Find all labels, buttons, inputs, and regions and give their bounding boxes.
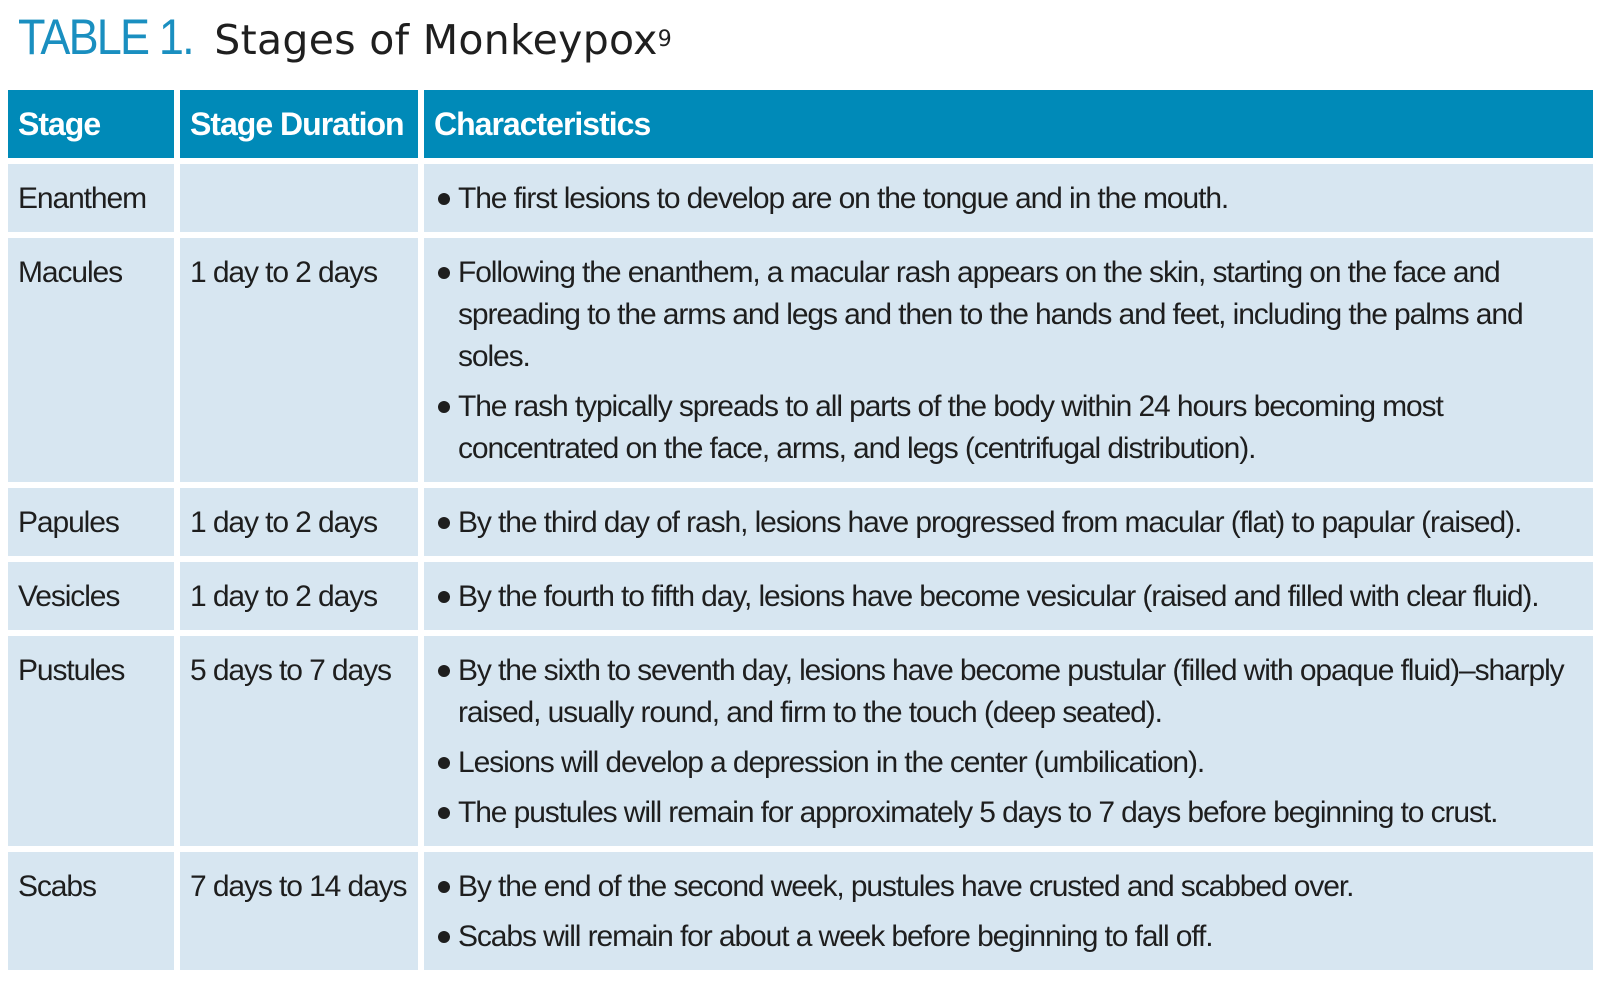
list-item <box>436 742 1587 784</box>
duration-cell: 7 days to 14 days <box>180 852 418 970</box>
characteristics-list <box>436 252 1587 470</box>
characteristics-list <box>436 502 1587 544</box>
list-item <box>436 252 1587 378</box>
characteristic-text: By the third day of rash, lesions have progressed from macular (flat) to papular (raised). <box>458 506 1522 539</box>
bullet-icon <box>438 591 450 603</box>
table-title <box>18 8 672 84</box>
list-item <box>436 792 1587 834</box>
duration-cell: 1 day to 2 days <box>180 238 418 482</box>
characteristics-cell <box>424 238 1593 482</box>
list-item <box>436 386 1587 470</box>
characteristic-text: By the end of the second week, pustules have crusted and scabbed over. <box>458 870 1354 903</box>
bullet-icon <box>438 931 450 943</box>
list-item <box>436 502 1587 544</box>
bullet-icon <box>438 665 450 677</box>
list-item <box>436 866 1587 908</box>
characteristic-text: Lesions will develop a depression in the center (umbilication). <box>458 746 1205 779</box>
duration-cell: 5 days to 7 days <box>180 636 418 846</box>
characteristic-text: The first lesions to develop are on the tongue and in the mouth. <box>458 182 1229 215</box>
stages-table <box>2 84 1599 976</box>
table-body <box>8 164 1593 970</box>
reference-superscript: 9 <box>657 27 672 52</box>
bullet-icon <box>438 267 450 279</box>
characteristic-text: The pustules will remain for approximately 5 days to 7 days before beginning to crust. <box>458 796 1498 829</box>
list-item <box>436 576 1587 618</box>
characteristic-text: By the fourth to fifth day, lesions have become vesicular (raised and filled with clear fluid). <box>458 580 1539 613</box>
characteristics-list <box>436 576 1587 618</box>
characteristic-text: By the sixth to seventh day, lesions have become pustular (filled with opaque fluid)–sharply raised, usually round, and firm to the touch (deep seated). <box>458 654 1564 729</box>
table-row <box>8 238 1593 482</box>
duration-cell <box>180 164 418 232</box>
header-characteristics: Characteristics <box>424 90 1593 158</box>
list-item <box>436 916 1587 958</box>
table-title-text: Stages of Monkeypox <box>214 16 658 64</box>
table-row <box>8 636 1593 846</box>
bullet-icon <box>438 757 450 769</box>
stage-cell: Macules <box>8 238 174 482</box>
characteristic-text: Scabs will remain for about a week before beginning to fall off. <box>458 920 1213 953</box>
stage-cell: Pustules <box>8 636 174 846</box>
characteristics-list <box>436 650 1587 834</box>
characteristics-list <box>436 866 1587 958</box>
characteristics-cell <box>424 852 1593 970</box>
characteristics-cell <box>424 562 1593 630</box>
bullet-icon <box>438 193 450 205</box>
table-row <box>8 488 1593 556</box>
characteristics-list <box>436 178 1587 220</box>
duration-cell: 1 day to 2 days <box>180 562 418 630</box>
duration-cell: 1 day to 2 days <box>180 488 418 556</box>
bullet-icon <box>438 401 450 413</box>
header-row <box>8 90 1593 158</box>
characteristics-cell <box>424 164 1593 232</box>
header-stage-duration: Stage Duration <box>180 90 418 158</box>
list-item <box>436 650 1587 734</box>
table-row <box>8 164 1593 232</box>
header-stage: Stage <box>8 90 174 158</box>
characteristics-cell <box>424 636 1593 846</box>
bullet-icon <box>438 881 450 893</box>
list-item <box>436 178 1587 220</box>
stage-cell: Papules <box>8 488 174 556</box>
stage-cell: Enanthem <box>8 164 174 232</box>
table-row <box>8 562 1593 630</box>
table-number-label: TABLE 1. <box>18 9 193 65</box>
characteristics-cell <box>424 488 1593 556</box>
stage-cell: Scabs <box>8 852 174 970</box>
bullet-icon <box>438 517 450 529</box>
characteristic-text: The rash typically spreads to all parts of the body within 24 hours becoming most concentrated on the face, arms, and legs (centrifugal distribution). <box>458 390 1443 465</box>
stage-cell: Vesicles <box>8 562 174 630</box>
characteristic-text: Following the enanthem, a macular rash appears on the skin, starting on the face and spreading to the arms and legs and then to the hands and feet, including the palms and soles. <box>458 256 1523 373</box>
bullet-icon <box>438 807 450 819</box>
table-row <box>8 852 1593 970</box>
